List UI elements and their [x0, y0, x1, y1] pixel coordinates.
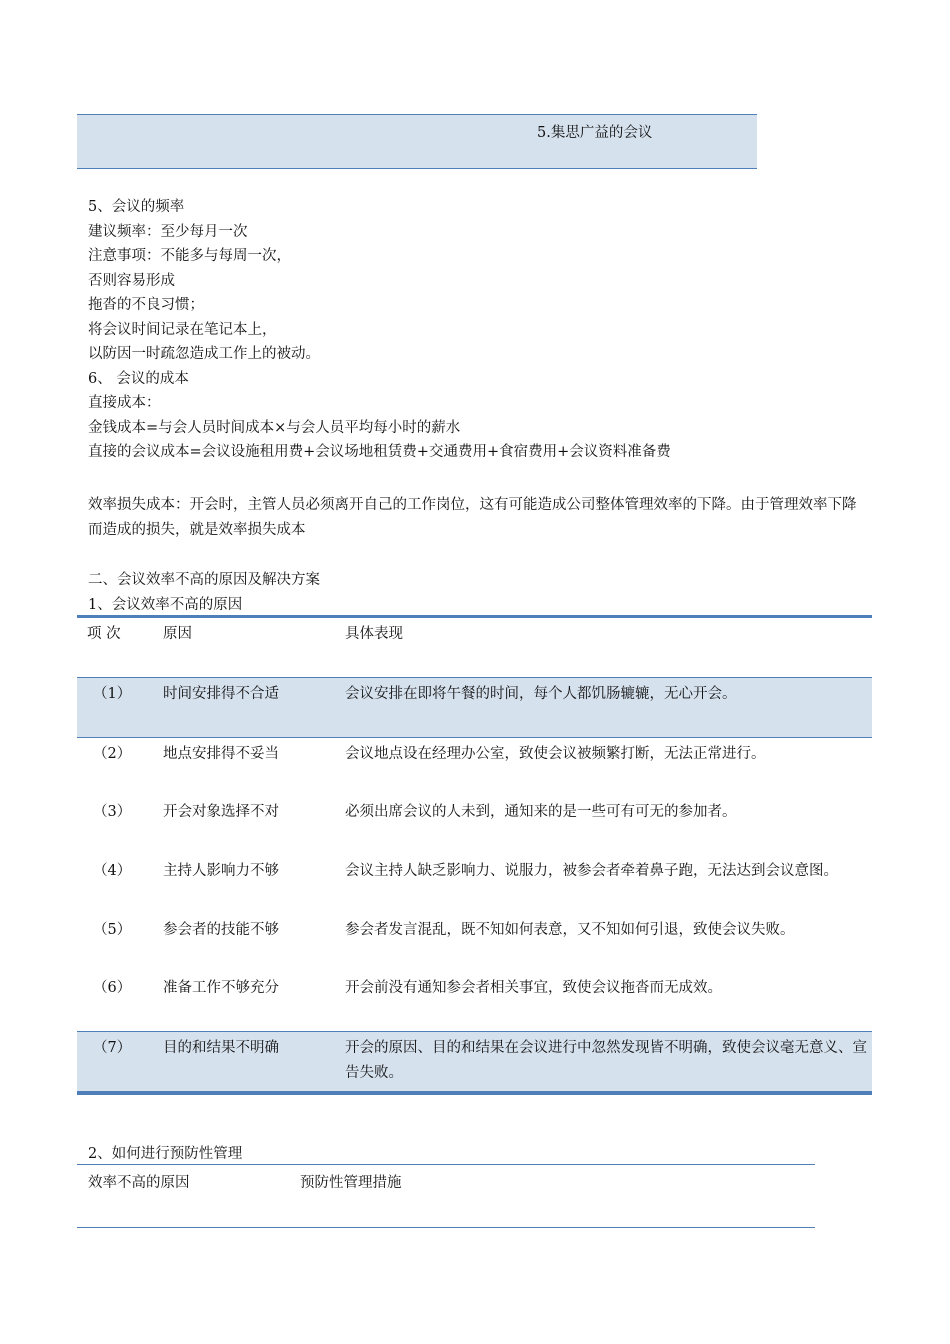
row-no: （7） [93, 1040, 132, 1057]
row-reason: 时间安排得不合适 [163, 686, 279, 702]
row-no: （4） [93, 863, 132, 880]
section-banner-title: 5.集思广益的会议 [537, 125, 653, 141]
row-reason: 参会者的技能不够 [163, 921, 279, 938]
row-no: （6） [93, 980, 132, 997]
row-detail: 开会前没有通知参会者相关事宜，致使会议拖沓而无成效。 [345, 980, 722, 997]
header-cell-no: 项 次 [87, 626, 121, 642]
reasons-heading: 1、会议效率不高的原因 [88, 597, 243, 613]
header-cell-cause: 效率不高的原因 [88, 1175, 190, 1191]
row-detail: 会议安排在即将午餐的时间，每个人都饥肠辘辘，无心开会。 [345, 686, 737, 702]
text-line: 将会议时间记录在笔记本上， [88, 321, 277, 338]
prevention-heading: 2、如何进行预防性管理 [88, 1146, 243, 1162]
row-detail: 必须出席会议的人未到，通知来的是一些可有可无的参加者。 [345, 804, 737, 821]
reasons-table [77, 615, 872, 1095]
section-banner [77, 114, 757, 169]
row-no: （2） [93, 745, 132, 762]
table-row [77, 1031, 872, 1092]
row-reason: 地点安排得不妥当 [163, 745, 279, 762]
header-cell-measure: 预防性管理措施 [300, 1175, 402, 1191]
table-row [77, 972, 872, 1031]
row-no: （3） [93, 804, 132, 821]
efficiency-loss-paragraph: 效率损失成本：开会时，主管人员必须离开自己的工作岗位，这有可能造成公司整体管理效率的下降。由于管理效率下降而造成的损失，就是效率损失成本 [88, 497, 857, 538]
row-detail: 会议地点设在经理办公室，致使会议被频繁打断，无法正常进行。 [345, 745, 766, 762]
text-line: 否则容易形成 [88, 272, 175, 289]
text-line: 以防因一时疏忽造成工作上的被动。 [88, 346, 320, 362]
table-row [77, 855, 872, 914]
text-line: 注意事项：不能多与每周一次， [88, 248, 291, 264]
row-reason: 开会对象选择不对 [163, 804, 279, 821]
row-reason: 准备工作不够充分 [163, 980, 279, 997]
row-detail: 开会的原因、目的和结果在会议进行中忽然发现皆不明确，致使会议毫无意义、宣告失败。 [345, 1040, 867, 1082]
part2-heading: 二、会议效率不高的原因及解决方案 [88, 572, 320, 588]
text-line: 5、会议的频率 [88, 199, 185, 215]
row-reason: 主持人影响力不够 [163, 863, 279, 880]
header-cell-detail: 具体表现 [345, 626, 403, 642]
row-no: （5） [93, 921, 132, 938]
table-row [77, 738, 872, 797]
text-line: 建议频率：至少每月一次 [88, 223, 248, 240]
text-line: 6、 会议的成本 [88, 370, 189, 387]
table-row [77, 677, 872, 738]
text-line: 直接的会议成本=会议设施租用费+会议场地租赁费+交通费用+食宿费用+会议资料准备费 [88, 444, 671, 460]
row-detail: 会议主持人缺乏影响力、说服力，被参会者牵着鼻子跑，无法达到会议意图。 [345, 863, 838, 880]
header-cell-reason: 原因 [163, 626, 192, 642]
text-line: 直接成本： [88, 395, 161, 411]
text-line: 拖沓的不良习惯； [88, 297, 204, 313]
prevention-table [77, 1164, 815, 1228]
table-header-row [77, 618, 872, 677]
text-line: 金钱成本=与会人员时间成本×与会人员平均每小时的薪水 [88, 419, 461, 436]
row-detail: 参会者发言混乱，既不知如何表意，又不知如何引退，致使会议失败。 [345, 921, 795, 938]
meeting-frequency-cost-section [88, 195, 671, 465]
table-row [77, 796, 872, 855]
row-reason: 目的和结果不明确 [163, 1040, 279, 1057]
table-row [77, 914, 872, 973]
row-no: （1） [93, 686, 132, 702]
